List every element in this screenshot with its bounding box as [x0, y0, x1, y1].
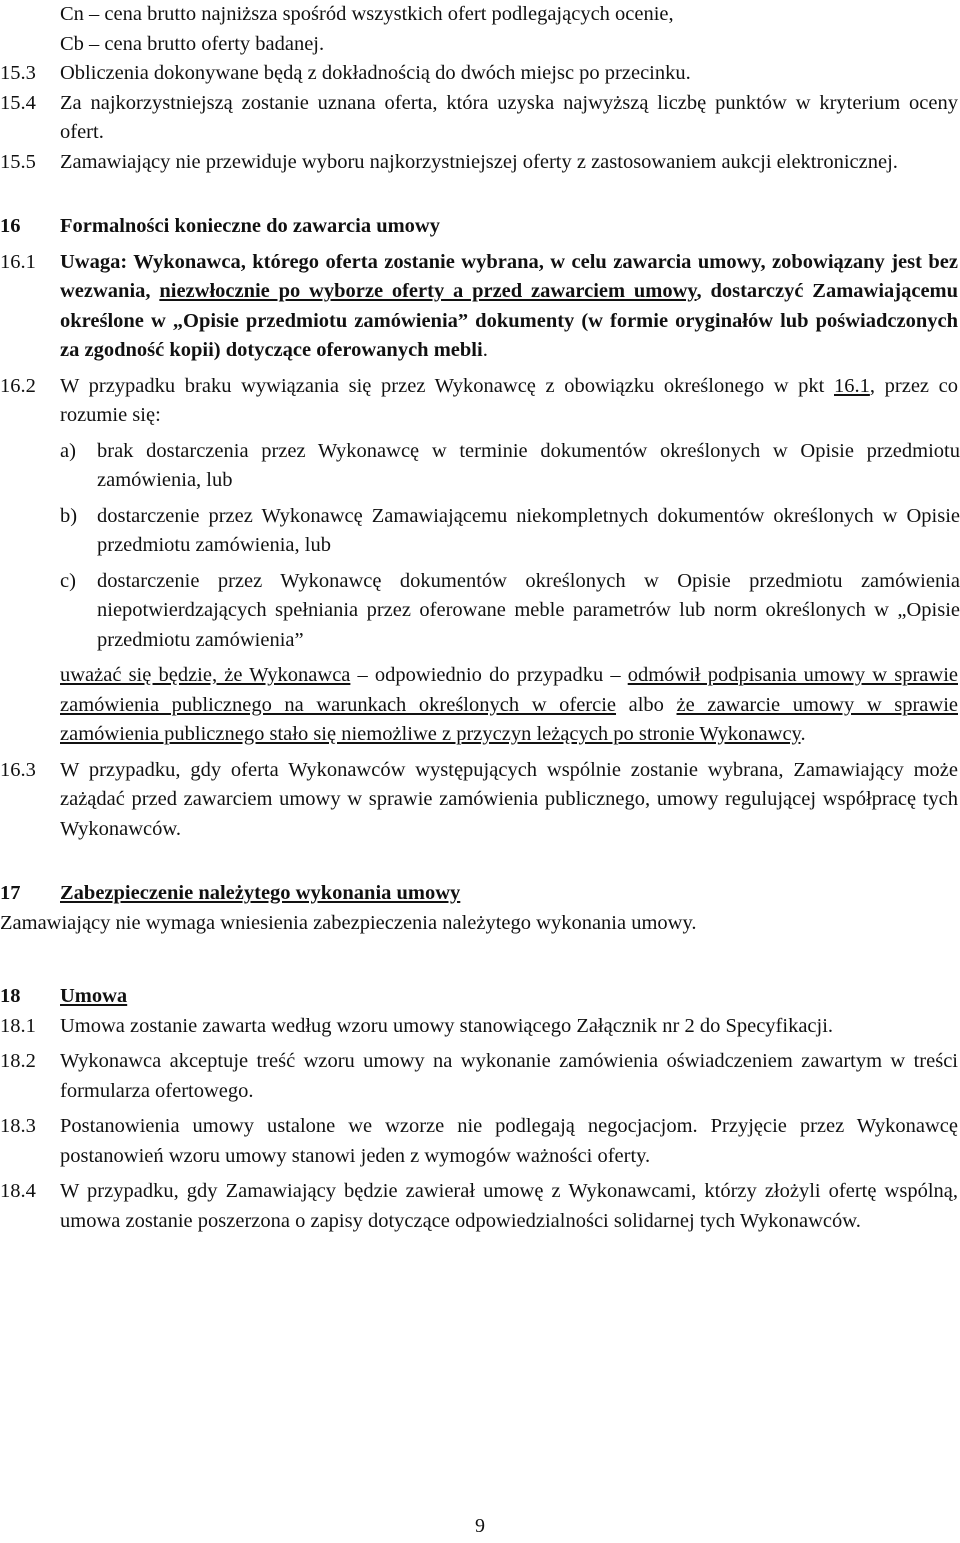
section-title: Umowa	[60, 985, 128, 1007]
consequence-paragraph: uważać się będzie, że Wykonawca – odpowiednio do przypadku – odmówił podpisania umowy w sprawie zamówienia publicznego na warunkach określonych w ofercie albo że zawarcie umowy w sprawie zamówienia publicznego stało się niemożliwe z przyczyn leżących po stronie Wykonawcy.	[60, 664, 958, 745]
paragraph-text: Postanowienia umowy ustalone we wzorze nie podlegają negocjacjom. Przyjęcie przez Wykonawcę postanowień wzoru umowy stanowi jeden z wymogów ważności oferty.	[60, 1115, 958, 1167]
paragraph-15-5	[0, 148, 958, 178]
section-18-heading	[0, 982, 958, 1012]
paragraph-number: 16.3	[0, 758, 36, 781]
paragraph-number: 18.2	[0, 1050, 36, 1072]
definition-cb: Cb – cena brutto oferty badanej.	[60, 32, 325, 55]
paragraph-18-3	[0, 1112, 958, 1171]
paragraph-number: 18.1	[0, 1014, 36, 1037]
definition-cn: Cn – cena brutto najniższa spośród wszystkich ofert podlegających ocenie,	[60, 3, 674, 25]
paragraph-text: W przypadku, gdy Zamawiający będzie zawierał umowę z Wykonawcami, którzy złożyli ofertę wspólną, umowa zostanie poszerzona o zapisy dotyczące odpowiedzialności solidarnej tych Wykonawców.	[60, 1180, 958, 1232]
paragraph-15-4	[0, 89, 958, 148]
section-17-text: Zamawiający nie wymaga wniesienia zabezpieczenia należytego wykonania umowy.	[0, 911, 697, 934]
paragraph-number: 15.3	[0, 62, 36, 84]
paragraph-16-2	[0, 372, 958, 431]
paragraph-16-1	[0, 248, 958, 366]
section-16-heading	[0, 212, 958, 242]
paragraph-18-4	[0, 1177, 958, 1236]
section-17-heading	[0, 879, 958, 909]
paragraph-number: 15.5	[0, 150, 36, 173]
paragraph-18-1	[0, 1012, 958, 1042]
paragraph-number: 16.1	[0, 250, 36, 273]
paragraph-text: Umowa zostanie zawarta według wzoru umowy stanowiącego Załącznik nr 2 do Specyfikacji.	[60, 1014, 834, 1037]
paragraph-number: 15.4	[0, 91, 36, 114]
paragraph-number: 18.4	[0, 1180, 36, 1202]
list-item-a: a) brak dostarczenia przez Wykonawcę w terminie dokumentów określonych w Opisie przedmiotu zamówienia, lub	[60, 439, 960, 491]
list-item-c: c) dostarczenie przez Wykonawcę dokumentów określonych w Opisie przedmiotu zamówienia niepotwierdzających spełniania przez oferowane meble parametrów lub norm określonych w „Opisie przedmiotu zamówienia”	[60, 569, 960, 651]
paragraph-text: Wykonawca akceptuje treść wzoru umowy na wykonanie zamówienia oświadczeniem zawartym w treści formularza ofertowego.	[60, 1050, 958, 1102]
list-item-b: b) dostarczenie przez Wykonawcę Zamawiającemu niekompletnych dokumentów określonych w Opisie przedmiotu zamówienia, lub	[60, 504, 960, 556]
section-title: Formalności konieczne do zawarcia umowy	[60, 215, 440, 237]
section-number: 17	[0, 882, 21, 904]
page-number: 9	[475, 1515, 485, 1537]
section-title: Zabezpieczenie należytego wykonania umowy	[60, 882, 461, 904]
section-number: 16	[0, 215, 21, 237]
paragraph-text: Zamawiający nie przewiduje wyboru najkorzystniejszej oferty z zastosowaniem aukcji elektronicznej.	[60, 150, 898, 173]
paragraph-text: W przypadku, gdy oferta Wykonawców występujących wspólnie zostanie wybrana, Zamawiający może zażądać przed zawarciem umowy w sprawie zamówienia publicznego, umowy regulującej współpracę tych Wykonawców.	[60, 758, 958, 840]
paragraph-number: 16.2	[0, 374, 36, 397]
section-number: 18	[0, 985, 21, 1007]
paragraph-text: Obliczenia dokonywane będą z dokładnością do dwóch miejsc po przecinku.	[60, 62, 691, 84]
paragraph-text: Uwaga: Wykonawca, którego oferta zostanie wybrana, w celu zawarcia umowy, zobowiązany jest bez wezwania, niezwłocznie po wyborze oferty a przed zawarciem umowy, dostarczyć Zamawiającemu określone w „Opisie przedmiotu zamówienia” dokumenty (w formie oryginałów lub poświadczonych za zgodność kopii) dotyczące oferowanych mebli.	[60, 250, 959, 361]
paragraph-text: W przypadku braku wywiązania się przez Wykonawcę z obowiązku określonego w pkt 16.1, przez co rozumie się:	[60, 374, 959, 426]
paragraph-15-3	[0, 59, 958, 89]
paragraph-16-3	[0, 756, 958, 845]
paragraph-text: Za najkorzystniejszą zostanie uznana oferta, która uzyska najwyższą liczbę punktów w kryterium oceny ofert.	[60, 91, 958, 143]
paragraph-18-2	[0, 1047, 958, 1106]
paragraph-number: 18.3	[0, 1115, 36, 1137]
